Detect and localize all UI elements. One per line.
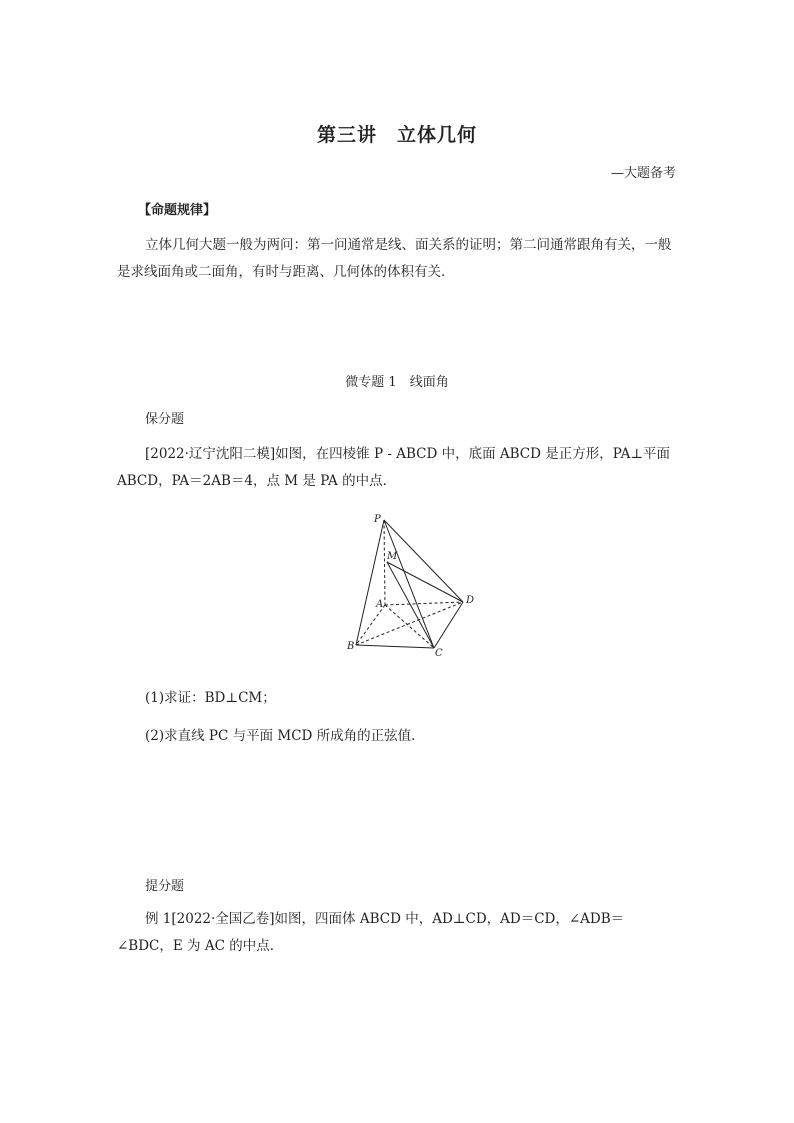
page-title: 第三讲 立体几何 — [316, 124, 477, 146]
rule-heading: 【命题规律】 — [138, 203, 217, 218]
label-B: B — [347, 641, 355, 652]
advanced-problem-label: 提分题 — [145, 879, 185, 894]
edge-PA — [384, 520, 385, 605]
edge-CD — [434, 602, 463, 648]
label-A: A — [376, 599, 384, 610]
edge-PC — [384, 520, 434, 648]
diagonal-AC — [385, 605, 434, 648]
question-1: (1)求证：BD⊥CM； — [145, 690, 276, 706]
section-title: 微专题 1 线面角 — [345, 375, 449, 390]
edge-PB — [356, 520, 384, 645]
example-statement: 例 1[2022·全国乙卷]如图，四面体 ABCD 中，AD⊥CD，AD＝CD，∠ADB＝∠BDC，E 为 AC 的中点． — [117, 911, 625, 954]
rule-paragraph: 立体几何大题一般为两问：第一问通常是线、面关系的证明；第二问通常跟角有关，一般是求线面角或二面角，有时与距离、几何体的体积有关． — [117, 237, 672, 280]
label-P: P — [374, 514, 381, 525]
edge-BC — [356, 645, 434, 648]
edge-AD — [385, 602, 463, 605]
label-C: C — [435, 648, 443, 659]
label-D: D — [466, 595, 475, 606]
problem-statement: [2022·辽宁沈阳二模]如图，在四棱锥 P - ABCD 中，底面 ABCD 是正方形，PA⊥平面 ABCD，PA＝2AB＝4，点 M 是 PA 的中点． — [117, 446, 671, 489]
basic-problem-label: 保分题 — [145, 412, 185, 427]
pyramid-diagram — [342, 510, 482, 660]
question-2: (2)求直线 PC 与平面 MCD 所成角的正弦值． — [145, 728, 425, 744]
pyramid-figure — [342, 510, 482, 660]
label-M: M — [387, 551, 398, 562]
page-subtitle: —大题备考 — [610, 166, 676, 181]
